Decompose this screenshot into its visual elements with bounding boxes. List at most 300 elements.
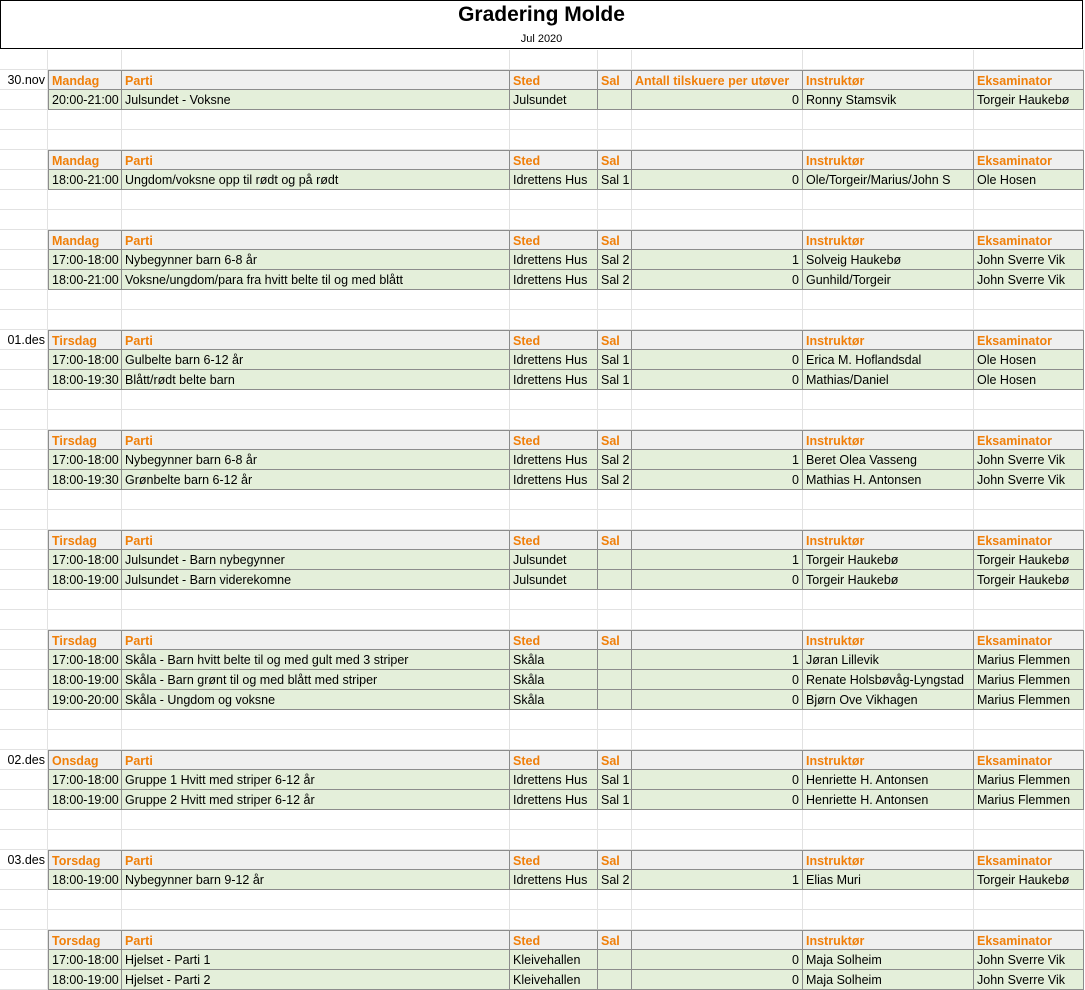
parti-header-cell[interactable]: Parti xyxy=(122,930,510,950)
empty-cell[interactable] xyxy=(48,510,122,530)
sted-cell[interactable]: Idrettens Hus xyxy=(510,250,598,270)
sal-cell[interactable]: Sal 2 xyxy=(598,250,632,270)
empty-cell[interactable] xyxy=(0,370,48,390)
sal-header-cell[interactable]: Sal xyxy=(598,330,632,350)
instruktor-cell[interactable]: Ole/Torgeir/Marius/John S xyxy=(803,170,974,190)
eksaminator-header-cell[interactable]: Eksaminator xyxy=(974,850,1084,870)
parti-cell[interactable]: Nybegynner barn 9-12 år xyxy=(122,870,510,890)
sted-header-cell[interactable]: Sted xyxy=(510,630,598,650)
sal-cell[interactable] xyxy=(598,950,632,970)
empty-cell[interactable] xyxy=(803,710,974,730)
empty-cell[interactable] xyxy=(48,190,122,210)
empty-cell[interactable] xyxy=(0,310,48,330)
antall-header-cell[interactable]: Antall tilskuere per utøver xyxy=(632,70,803,90)
eksaminator-cell[interactable]: Ole Hosen xyxy=(974,370,1084,390)
sal-cell[interactable] xyxy=(598,690,632,710)
parti-header-cell[interactable]: Parti xyxy=(122,70,510,90)
empty-cell[interactable] xyxy=(0,410,48,430)
instruktor-cell[interactable]: Maja Solheim xyxy=(803,950,974,970)
empty-cell[interactable] xyxy=(122,590,510,610)
sted-header-cell[interactable]: Sted xyxy=(510,430,598,450)
parti-cell[interactable]: Skåla - Barn grønt til og med blått med striper xyxy=(122,670,510,690)
empty-cell[interactable] xyxy=(974,830,1084,850)
empty-cell[interactable] xyxy=(632,490,803,510)
antall-cell[interactable]: 0 xyxy=(632,670,803,690)
day-header-cell[interactable]: Tirsdag xyxy=(48,630,122,650)
empty-cell[interactable] xyxy=(803,730,974,750)
sted-cell[interactable]: Idrettens Hus xyxy=(510,270,598,290)
parti-header-cell[interactable]: Parti xyxy=(122,330,510,350)
empty-cell[interactable] xyxy=(632,290,803,310)
empty-cell[interactable] xyxy=(48,410,122,430)
parti-cell[interactable]: Hjelset - Parti 1 xyxy=(122,950,510,970)
sted-cell[interactable]: Julsundet xyxy=(510,550,598,570)
empty-cell[interactable] xyxy=(974,810,1084,830)
empty-cell[interactable] xyxy=(974,210,1084,230)
empty-cell[interactable] xyxy=(0,510,48,530)
empty-cell[interactable] xyxy=(598,410,632,430)
eksaminator-cell[interactable]: John Sverre Vik xyxy=(974,970,1084,990)
instruktor-cell[interactable]: Torgeir Haukebø xyxy=(803,570,974,590)
empty-cell[interactable] xyxy=(48,590,122,610)
empty-cell[interactable] xyxy=(0,450,48,470)
empty-cell[interactable] xyxy=(0,110,48,130)
date-cell[interactable]: 30.nov xyxy=(0,70,48,90)
instruktor-header-cell[interactable]: Instruktør xyxy=(803,430,974,450)
empty-cell[interactable] xyxy=(510,810,598,830)
eksaminator-cell[interactable]: Ole Hosen xyxy=(974,350,1084,370)
empty-cell[interactable] xyxy=(598,490,632,510)
sted-cell[interactable]: Julsundet xyxy=(510,90,598,110)
empty-cell[interactable] xyxy=(0,730,48,750)
date-cell[interactable] xyxy=(0,530,48,550)
empty-cell[interactable] xyxy=(974,410,1084,430)
sal-cell[interactable]: Sal 1 xyxy=(598,770,632,790)
empty-cell[interactable] xyxy=(803,510,974,530)
sted-cell[interactable]: Idrettens Hus xyxy=(510,790,598,810)
date-cell[interactable]: 03.des xyxy=(0,850,48,870)
sted-header-cell[interactable]: Sted xyxy=(510,330,598,350)
time-cell[interactable]: 20:00-21:00 xyxy=(48,90,122,110)
empty-cell[interactable] xyxy=(803,310,974,330)
instruktor-header-cell[interactable]: Instruktør xyxy=(803,330,974,350)
date-cell[interactable] xyxy=(0,150,48,170)
empty-cell[interactable] xyxy=(598,390,632,410)
time-cell[interactable]: 18:00-19:00 xyxy=(48,670,122,690)
empty-cell[interactable] xyxy=(803,910,974,930)
empty-cell[interactable] xyxy=(510,390,598,410)
parti-header-cell[interactable]: Parti xyxy=(122,750,510,770)
sted-cell[interactable]: Idrettens Hus xyxy=(510,870,598,890)
instruktor-cell[interactable]: Mathias/Daniel xyxy=(803,370,974,390)
parti-cell[interactable]: Skåla - Ungdom og voksne xyxy=(122,690,510,710)
sal-cell[interactable]: Sal 1 xyxy=(598,170,632,190)
sal-header-cell[interactable]: Sal xyxy=(598,150,632,170)
sted-header-cell[interactable]: Sted xyxy=(510,930,598,950)
date-cell[interactable] xyxy=(0,630,48,650)
sted-header-cell[interactable]: Sted xyxy=(510,70,598,90)
instruktor-cell[interactable]: Solveig Haukebø xyxy=(803,250,974,270)
eksaminator-header-cell[interactable]: Eksaminator xyxy=(974,70,1084,90)
antall-cell[interactable]: 0 xyxy=(632,370,803,390)
time-cell[interactable]: 17:00-18:00 xyxy=(48,350,122,370)
empty-cell[interactable] xyxy=(632,890,803,910)
empty-cell[interactable] xyxy=(803,290,974,310)
parti-header-cell[interactable]: Parti xyxy=(122,230,510,250)
empty-cell[interactable] xyxy=(974,110,1084,130)
empty-cell[interactable] xyxy=(510,50,598,70)
empty-cell[interactable] xyxy=(0,650,48,670)
empty-cell[interactable] xyxy=(974,490,1084,510)
eksaminator-header-cell[interactable]: Eksaminator xyxy=(974,150,1084,170)
parti-cell[interactable]: Blått/rødt belte barn xyxy=(122,370,510,390)
empty-cell[interactable] xyxy=(510,190,598,210)
empty-cell[interactable] xyxy=(803,210,974,230)
parti-header-cell[interactable]: Parti xyxy=(122,430,510,450)
empty-cell[interactable] xyxy=(0,90,48,110)
sted-header-cell[interactable]: Sted xyxy=(510,230,598,250)
parti-cell[interactable]: Gulbelte barn 6-12 år xyxy=(122,350,510,370)
sal-cell[interactable] xyxy=(598,90,632,110)
empty-cell[interactable] xyxy=(974,130,1084,150)
empty-cell[interactable] xyxy=(0,550,48,570)
empty-cell[interactable] xyxy=(974,910,1084,930)
empty-cell[interactable] xyxy=(803,50,974,70)
empty-cell[interactable] xyxy=(632,110,803,130)
empty-cell[interactable] xyxy=(598,110,632,130)
empty-cell[interactable] xyxy=(803,610,974,630)
empty-cell[interactable] xyxy=(122,730,510,750)
parti-header-cell[interactable]: Parti xyxy=(122,850,510,870)
empty-cell[interactable] xyxy=(632,410,803,430)
sted-header-cell[interactable]: Sted xyxy=(510,750,598,770)
eksaminator-header-cell[interactable]: Eksaminator xyxy=(974,530,1084,550)
empty-cell[interactable] xyxy=(0,790,48,810)
empty-cell[interactable] xyxy=(48,390,122,410)
day-header-cell[interactable]: Torsdag xyxy=(48,850,122,870)
antall-cell[interactable]: 0 xyxy=(632,690,803,710)
sal-cell[interactable]: Sal 2 xyxy=(598,870,632,890)
sted-cell[interactable]: Skåla xyxy=(510,690,598,710)
empty-cell[interactable] xyxy=(0,770,48,790)
empty-cell[interactable] xyxy=(510,730,598,750)
empty-cell[interactable] xyxy=(598,130,632,150)
parti-cell[interactable]: Julsundet - Barn nybegynner xyxy=(122,550,510,570)
sal-header-cell[interactable]: Sal xyxy=(598,230,632,250)
empty-cell[interactable] xyxy=(0,50,48,70)
empty-cell[interactable] xyxy=(598,190,632,210)
empty-cell[interactable] xyxy=(48,890,122,910)
empty-cell[interactable] xyxy=(48,290,122,310)
instruktor-header-cell[interactable]: Instruktør xyxy=(803,230,974,250)
sted-cell[interactable]: Idrettens Hus xyxy=(510,450,598,470)
empty-cell[interactable] xyxy=(0,710,48,730)
time-cell[interactable]: 18:00-19:30 xyxy=(48,370,122,390)
empty-cell[interactable] xyxy=(122,910,510,930)
empty-cell[interactable] xyxy=(122,50,510,70)
antall-cell[interactable]: 0 xyxy=(632,770,803,790)
sted-cell[interactable]: Kleivehallen xyxy=(510,970,598,990)
instruktor-cell[interactable]: Erica M. Hoflandsdal xyxy=(803,350,974,370)
antall-header-cell[interactable] xyxy=(632,750,803,770)
empty-cell[interactable] xyxy=(48,730,122,750)
instruktor-header-cell[interactable]: Instruktør xyxy=(803,850,974,870)
empty-cell[interactable] xyxy=(632,710,803,730)
empty-cell[interactable] xyxy=(0,570,48,590)
eksaminator-header-cell[interactable]: Eksaminator xyxy=(974,330,1084,350)
empty-cell[interactable] xyxy=(510,290,598,310)
sted-header-cell[interactable]: Sted xyxy=(510,530,598,550)
empty-cell[interactable] xyxy=(0,610,48,630)
sted-cell[interactable]: Idrettens Hus xyxy=(510,770,598,790)
sal-header-cell[interactable]: Sal xyxy=(598,850,632,870)
date-cell[interactable] xyxy=(0,930,48,950)
empty-cell[interactable] xyxy=(803,190,974,210)
empty-cell[interactable] xyxy=(0,250,48,270)
empty-cell[interactable] xyxy=(122,810,510,830)
antall-cell[interactable]: 0 xyxy=(632,90,803,110)
empty-cell[interactable] xyxy=(974,590,1084,610)
instruktor-cell[interactable]: Renate Holsbøvåg-Lyngstad xyxy=(803,670,974,690)
sal-header-cell[interactable]: Sal xyxy=(598,70,632,90)
time-cell[interactable]: 17:00-18:00 xyxy=(48,770,122,790)
time-cell[interactable]: 17:00-18:00 xyxy=(48,650,122,670)
day-header-cell[interactable]: Onsdag xyxy=(48,750,122,770)
parti-header-cell[interactable]: Parti xyxy=(122,630,510,650)
empty-cell[interactable] xyxy=(48,210,122,230)
empty-cell[interactable] xyxy=(974,510,1084,530)
instruktor-cell[interactable]: Beret Olea Vasseng xyxy=(803,450,974,470)
empty-cell[interactable] xyxy=(974,390,1084,410)
antall-cell[interactable]: 0 xyxy=(632,170,803,190)
empty-cell[interactable] xyxy=(598,910,632,930)
time-cell[interactable]: 17:00-18:00 xyxy=(48,250,122,270)
empty-cell[interactable] xyxy=(0,950,48,970)
empty-cell[interactable] xyxy=(803,890,974,910)
date-cell[interactable]: 02.des xyxy=(0,750,48,770)
parti-header-cell[interactable]: Parti xyxy=(122,530,510,550)
empty-cell[interactable] xyxy=(0,210,48,230)
parti-cell[interactable]: Gruppe 2 Hvitt med striper 6-12 år xyxy=(122,790,510,810)
empty-cell[interactable] xyxy=(510,910,598,930)
empty-cell[interactable] xyxy=(510,410,598,430)
empty-cell[interactable] xyxy=(122,110,510,130)
empty-cell[interactable] xyxy=(598,730,632,750)
empty-cell[interactable] xyxy=(974,50,1084,70)
day-header-cell[interactable]: Torsdag xyxy=(48,930,122,950)
sal-cell[interactable]: Sal 2 xyxy=(598,270,632,290)
empty-cell[interactable] xyxy=(974,890,1084,910)
empty-cell[interactable] xyxy=(803,410,974,430)
sted-cell[interactable]: Julsundet xyxy=(510,570,598,590)
empty-cell[interactable] xyxy=(0,190,48,210)
empty-cell[interactable] xyxy=(803,110,974,130)
empty-cell[interactable] xyxy=(48,490,122,510)
instruktor-header-cell[interactable]: Instruktør xyxy=(803,630,974,650)
empty-cell[interactable] xyxy=(803,390,974,410)
antall-header-cell[interactable] xyxy=(632,530,803,550)
day-header-cell[interactable]: Mandag xyxy=(48,230,122,250)
empty-cell[interactable] xyxy=(598,50,632,70)
empty-cell[interactable] xyxy=(510,830,598,850)
empty-cell[interactable] xyxy=(48,610,122,630)
sal-header-cell[interactable]: Sal xyxy=(598,430,632,450)
empty-cell[interactable] xyxy=(510,590,598,610)
empty-cell[interactable] xyxy=(48,110,122,130)
sted-cell[interactable]: Skåla xyxy=(510,650,598,670)
eksaminator-cell[interactable]: John Sverre Vik xyxy=(974,270,1084,290)
instruktor-cell[interactable]: Jøran Lillevik xyxy=(803,650,974,670)
empty-cell[interactable] xyxy=(803,130,974,150)
eksaminator-cell[interactable]: John Sverre Vik xyxy=(974,470,1084,490)
empty-cell[interactable] xyxy=(632,730,803,750)
time-cell[interactable]: 18:00-19:00 xyxy=(48,790,122,810)
empty-cell[interactable] xyxy=(632,810,803,830)
empty-cell[interactable] xyxy=(632,210,803,230)
eksaminator-cell[interactable]: Marius Flemmen xyxy=(974,650,1084,670)
empty-cell[interactable] xyxy=(510,710,598,730)
parti-header-cell[interactable]: Parti xyxy=(122,150,510,170)
instruktor-cell[interactable]: Henriette H. Antonsen xyxy=(803,770,974,790)
empty-cell[interactable] xyxy=(632,50,803,70)
sted-cell[interactable]: Idrettens Hus xyxy=(510,370,598,390)
empty-cell[interactable] xyxy=(974,730,1084,750)
sal-cell[interactable] xyxy=(598,970,632,990)
time-cell[interactable]: 18:00-21:00 xyxy=(48,170,122,190)
eksaminator-cell[interactable]: Marius Flemmen xyxy=(974,690,1084,710)
parti-cell[interactable]: Voksne/ungdom/para fra hvitt belte til og med blått xyxy=(122,270,510,290)
empty-cell[interactable] xyxy=(0,970,48,990)
instruktor-cell[interactable]: Ronny Stamsvik xyxy=(803,90,974,110)
empty-cell[interactable] xyxy=(632,310,803,330)
antall-header-cell[interactable] xyxy=(632,330,803,350)
eksaminator-header-cell[interactable]: Eksaminator xyxy=(974,750,1084,770)
sted-cell[interactable]: Idrettens Hus xyxy=(510,470,598,490)
eksaminator-header-cell[interactable]: Eksaminator xyxy=(974,430,1084,450)
time-cell[interactable]: 17:00-18:00 xyxy=(48,450,122,470)
antall-cell[interactable]: 0 xyxy=(632,950,803,970)
antall-header-cell[interactable] xyxy=(632,150,803,170)
antall-header-cell[interactable] xyxy=(632,930,803,950)
empty-cell[interactable] xyxy=(0,130,48,150)
eksaminator-cell[interactable]: John Sverre Vik xyxy=(974,950,1084,970)
empty-cell[interactable] xyxy=(632,590,803,610)
time-cell[interactable]: 17:00-18:00 xyxy=(48,550,122,570)
empty-cell[interactable] xyxy=(974,310,1084,330)
eksaminator-cell[interactable]: Marius Flemmen xyxy=(974,790,1084,810)
antall-cell[interactable]: 1 xyxy=(632,870,803,890)
parti-cell[interactable]: Nybegynner barn 6-8 år xyxy=(122,250,510,270)
sal-cell[interactable] xyxy=(598,670,632,690)
sal-cell[interactable]: Sal 1 xyxy=(598,350,632,370)
sal-cell[interactable] xyxy=(598,650,632,670)
empty-cell[interactable] xyxy=(48,830,122,850)
parti-cell[interactable]: Hjelset - Parti 2 xyxy=(122,970,510,990)
parti-cell[interactable]: Julsundet - Barn viderekomne xyxy=(122,570,510,590)
empty-cell[interactable] xyxy=(48,130,122,150)
empty-cell[interactable] xyxy=(632,910,803,930)
empty-cell[interactable] xyxy=(974,190,1084,210)
empty-cell[interactable] xyxy=(598,590,632,610)
empty-cell[interactable] xyxy=(122,830,510,850)
empty-cell[interactable] xyxy=(598,290,632,310)
time-cell[interactable]: 18:00-21:00 xyxy=(48,270,122,290)
parti-cell[interactable]: Ungdom/voksne opp til rødt og på rødt xyxy=(122,170,510,190)
empty-cell[interactable] xyxy=(122,310,510,330)
empty-cell[interactable] xyxy=(122,290,510,310)
empty-cell[interactable] xyxy=(48,810,122,830)
instruktor-cell[interactable]: Henriette H. Antonsen xyxy=(803,790,974,810)
empty-cell[interactable] xyxy=(974,710,1084,730)
eksaminator-cell[interactable]: Torgeir Haukebø xyxy=(974,870,1084,890)
eksaminator-header-cell[interactable]: Eksaminator xyxy=(974,230,1084,250)
empty-cell[interactable] xyxy=(122,190,510,210)
parti-cell[interactable]: Skåla - Barn hvitt belte til og med gult med 3 striper xyxy=(122,650,510,670)
empty-cell[interactable] xyxy=(632,830,803,850)
antall-cell[interactable]: 1 xyxy=(632,650,803,670)
empty-cell[interactable] xyxy=(0,670,48,690)
day-header-cell[interactable]: Mandag xyxy=(48,150,122,170)
empty-cell[interactable] xyxy=(122,390,510,410)
empty-cell[interactable] xyxy=(510,210,598,230)
sted-cell[interactable]: Idrettens Hus xyxy=(510,350,598,370)
antall-header-cell[interactable] xyxy=(632,630,803,650)
instruktor-header-cell[interactable]: Instruktør xyxy=(803,750,974,770)
empty-cell[interactable] xyxy=(632,510,803,530)
sal-cell[interactable] xyxy=(598,570,632,590)
day-header-cell[interactable]: Tirsdag xyxy=(48,430,122,450)
eksaminator-cell[interactable]: Torgeir Haukebø xyxy=(974,550,1084,570)
parti-cell[interactable]: Gruppe 1 Hvitt med striper 6-12 år xyxy=(122,770,510,790)
empty-cell[interactable] xyxy=(803,830,974,850)
eksaminator-header-cell[interactable]: Eksaminator xyxy=(974,630,1084,650)
empty-cell[interactable] xyxy=(0,490,48,510)
empty-cell[interactable] xyxy=(0,910,48,930)
empty-cell[interactable] xyxy=(0,870,48,890)
sal-cell[interactable] xyxy=(598,550,632,570)
empty-cell[interactable] xyxy=(122,710,510,730)
empty-cell[interactable] xyxy=(0,170,48,190)
empty-cell[interactable] xyxy=(510,510,598,530)
eksaminator-header-cell[interactable]: Eksaminator xyxy=(974,930,1084,950)
empty-cell[interactable] xyxy=(0,470,48,490)
sal-header-cell[interactable]: Sal xyxy=(598,750,632,770)
antall-cell[interactable]: 1 xyxy=(632,250,803,270)
empty-cell[interactable] xyxy=(0,270,48,290)
empty-cell[interactable] xyxy=(632,390,803,410)
sal-cell[interactable]: Sal 2 xyxy=(598,450,632,470)
time-cell[interactable]: 19:00-20:00 xyxy=(48,690,122,710)
empty-cell[interactable] xyxy=(974,290,1084,310)
empty-cell[interactable] xyxy=(48,910,122,930)
eksaminator-cell[interactable]: Torgeir Haukebø xyxy=(974,570,1084,590)
empty-cell[interactable] xyxy=(510,310,598,330)
empty-cell[interactable] xyxy=(48,710,122,730)
time-cell[interactable]: 18:00-19:00 xyxy=(48,570,122,590)
empty-cell[interactable] xyxy=(632,190,803,210)
empty-cell[interactable] xyxy=(598,510,632,530)
instruktor-cell[interactable]: Bjørn Ove Vikhagen xyxy=(803,690,974,710)
empty-cell[interactable] xyxy=(510,890,598,910)
empty-cell[interactable] xyxy=(0,590,48,610)
antall-cell[interactable]: 0 xyxy=(632,350,803,370)
instruktor-cell[interactable]: Gunhild/Torgeir xyxy=(803,270,974,290)
date-cell[interactable]: 01.des xyxy=(0,330,48,350)
empty-cell[interactable] xyxy=(122,890,510,910)
antall-header-cell[interactable] xyxy=(632,430,803,450)
instruktor-header-cell[interactable]: Instruktør xyxy=(803,930,974,950)
instruktor-cell[interactable]: Elias Muri xyxy=(803,870,974,890)
